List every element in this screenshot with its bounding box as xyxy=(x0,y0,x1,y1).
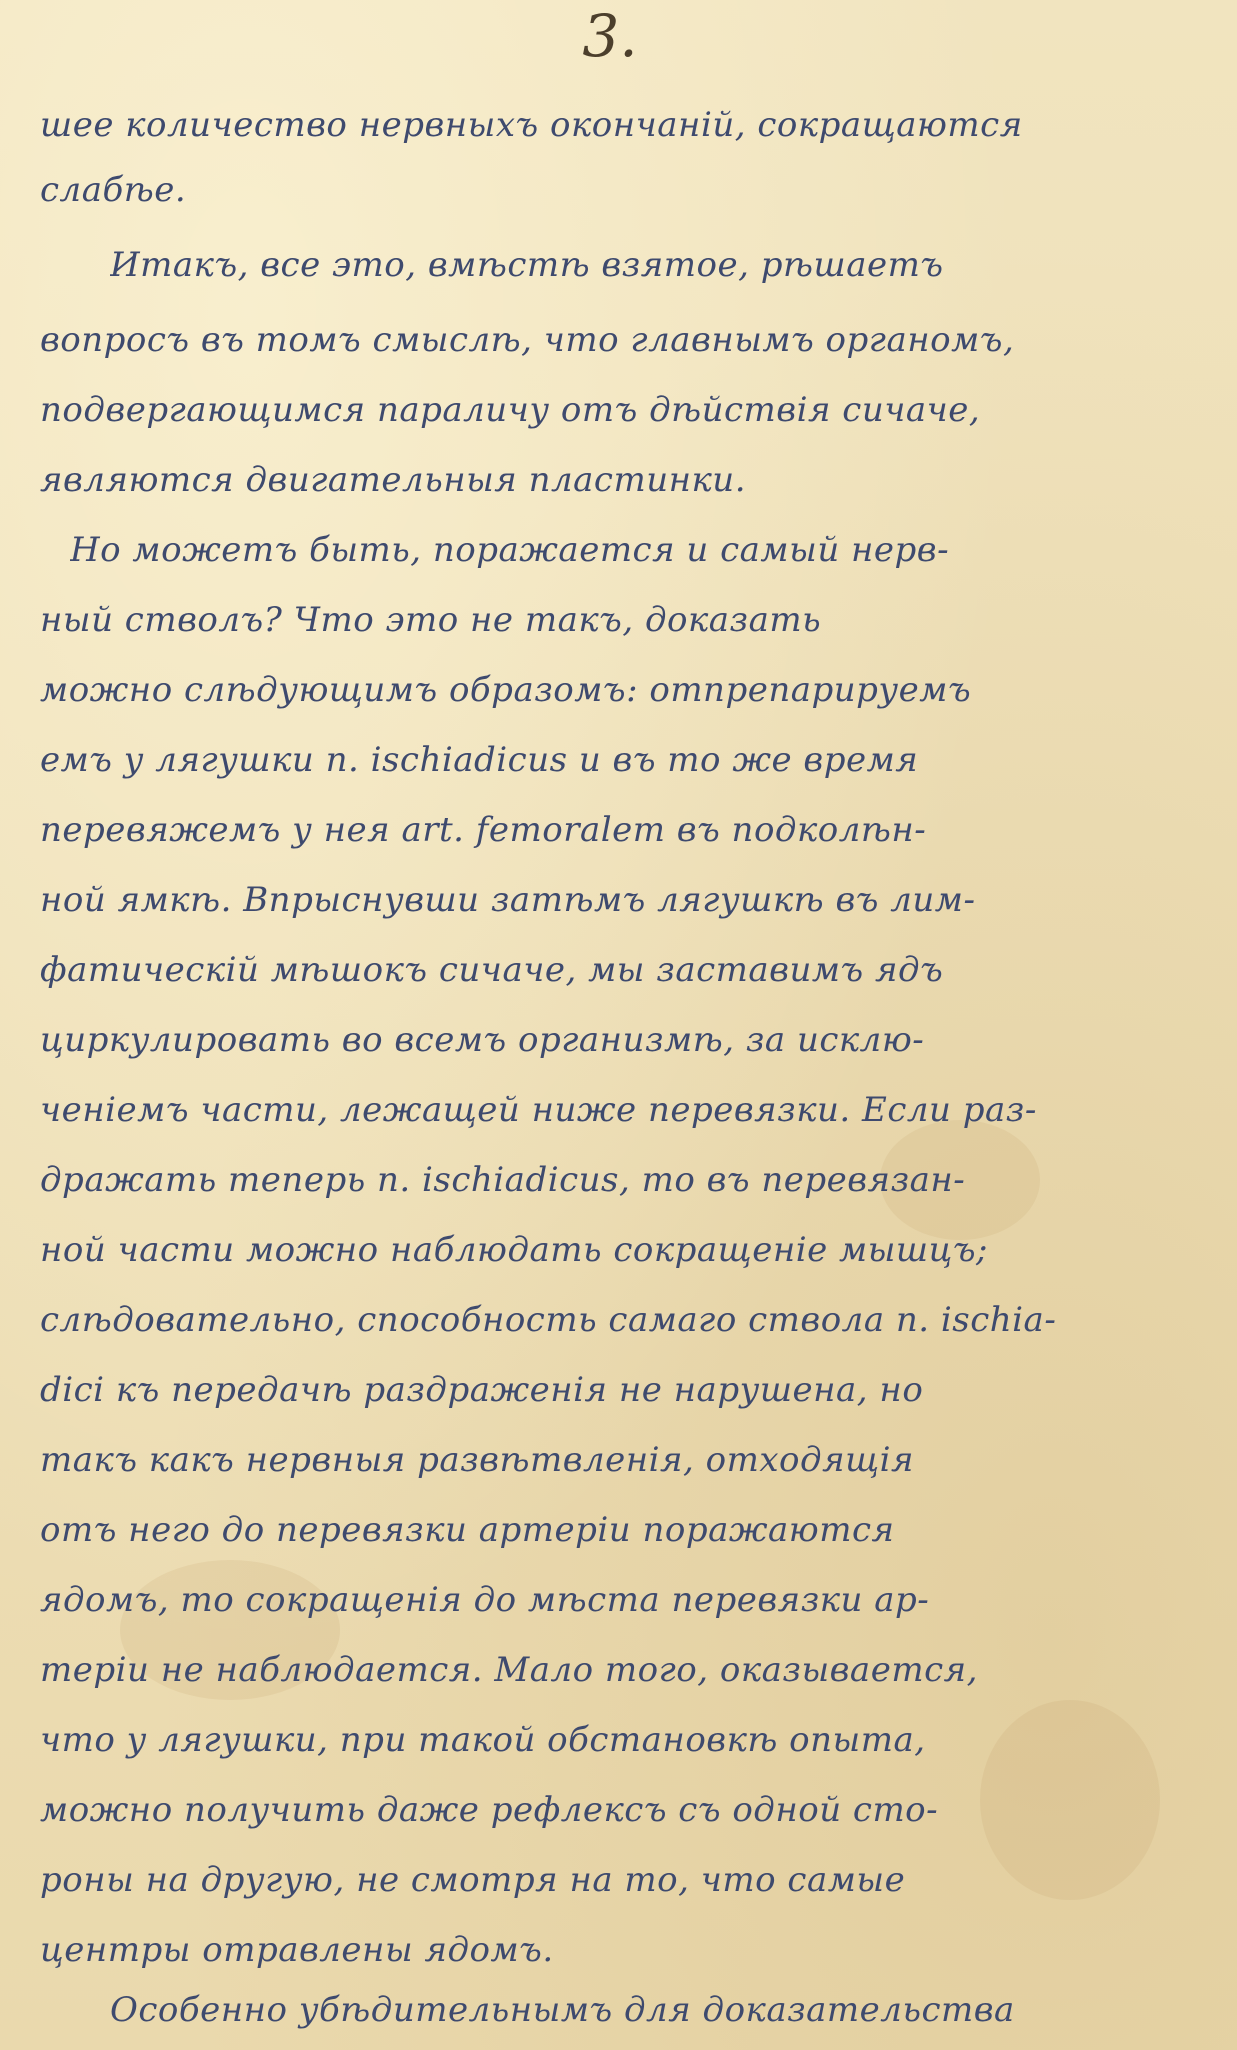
text-line: Но можетъ быть, поражается и самый нерв- xyxy=(70,530,950,570)
text-line: роны на другую, не смотря на то, что самые xyxy=(40,1860,906,1900)
text-line: можно слѣдующимъ образомъ: отпрепарируемъ xyxy=(40,670,972,710)
page-number: 3. xyxy=(582,2,638,70)
text-line: перевяжемъ у нея art. femoralem въ подколѣн- xyxy=(40,810,927,850)
text-line: ядомъ, то сокращенія до мѣста перевязки ар- xyxy=(40,1580,930,1620)
text-line: теріи не наблюдается. Мало того, оказывается, xyxy=(40,1650,978,1690)
text-line: отъ него до перевязки артеріи поражаются xyxy=(40,1510,895,1550)
text-line: ный стволъ? Что это не такъ, доказать xyxy=(40,600,822,640)
text-line: Итакъ, все это, вмѣстѣ взятое, рѣшаетъ xyxy=(110,245,944,285)
text-line: что у лягушки, при такой обстановкѣ опыта, xyxy=(40,1720,926,1760)
text-line: шее количество нервныхъ окончаній, сокращаются xyxy=(40,105,1023,145)
text-line: слѣдовательно, способность самаго ствола n. ischia- xyxy=(40,1300,1057,1340)
text-line: ной ямкѣ. Впрыснувши затѣмъ лягушкѣ въ лим- xyxy=(40,880,976,920)
text-line: Особенно убѣдительнымъ для доказательства xyxy=(110,1990,1015,2030)
text-line: dici къ передачѣ раздраженія не нарушена, но xyxy=(40,1370,924,1410)
text-line: можно получить даже рефлексъ съ одной сто- xyxy=(40,1790,939,1830)
text-line: фатическій мѣшокъ сичачe, мы заставимъ ядъ xyxy=(40,950,944,990)
text-line: дражать теперь n. ischiadicus, то въ перевязан- xyxy=(40,1160,966,1200)
text-line: циркулировать во всемъ организмѣ, за исклю- xyxy=(40,1020,925,1060)
text-line: ченіемъ части, лежащей ниже перевязки. Если раз- xyxy=(40,1090,1037,1130)
text-line: центры отравлены ядомъ. xyxy=(40,1930,554,1970)
text-line: являются двигательныя пластинки. xyxy=(40,460,747,500)
text-line: ной части можно наблюдать сокращеніе мышцъ; xyxy=(40,1230,988,1270)
text-line: емъ у лягушки n. ischiadicus и въ то же время xyxy=(40,740,919,780)
text-line: слабѣе. xyxy=(40,170,187,210)
text-line: подвергающимся параличу отъ дѣйствія сичачe, xyxy=(40,390,981,430)
text-line: вопросъ въ томъ смыслѣ, что главнымъ органомъ, xyxy=(40,320,1015,360)
text-line: такъ какъ нервныя развѣтвленія, отходящія xyxy=(40,1440,915,1480)
